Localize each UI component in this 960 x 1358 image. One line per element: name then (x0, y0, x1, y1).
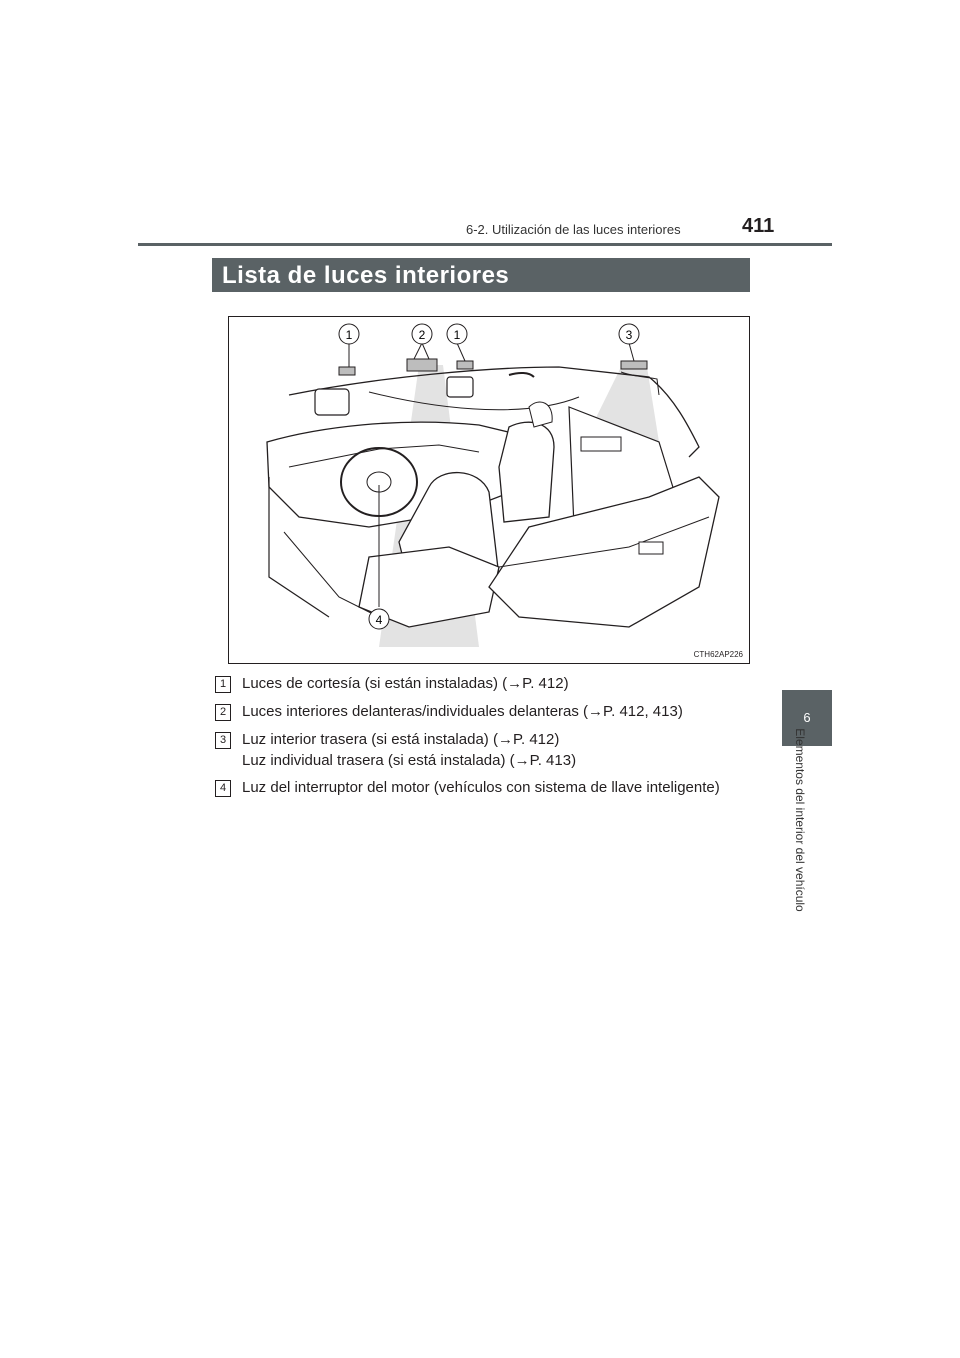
legend-text: Luces de cortesía (si están instaladas) (→P. 412) (242, 675, 569, 692)
car-interior-illustration (229, 317, 749, 663)
front-grab-handle (509, 373, 534, 377)
interior-lights-figure (228, 316, 750, 664)
legend-number-box: 3 (215, 732, 231, 749)
courtesy-light-left (339, 367, 355, 375)
callout-label-1a: 1 (345, 328, 353, 342)
chapter-tab (782, 690, 832, 746)
chapter-label: Elementos del interior del vehículo (793, 728, 807, 912)
callout-label-1b: 1 (453, 328, 461, 342)
header-rule (138, 243, 832, 246)
callout-label-2: 2 (418, 328, 426, 342)
legend-text: Luces interiores delanteras/individuales delanteras (→P. 412, 413) (242, 703, 683, 720)
running-header-section: 6-2. Utilización de las luces interiores (466, 222, 681, 237)
front-interior-light (407, 359, 437, 371)
page-number: 411 (742, 215, 775, 237)
leader-line-2b (422, 343, 429, 359)
figure-code: CTH62AP226 (693, 650, 743, 659)
legend-number-box: 4 (215, 780, 231, 797)
rear-armrest-cupholder (639, 542, 663, 554)
leader-line-3 (629, 343, 634, 361)
chapter-number: 6 (803, 710, 811, 725)
legend-number-box: 2 (215, 704, 231, 721)
right-sun-visor (447, 377, 473, 397)
door-handle (581, 437, 621, 451)
callout-label-3: 3 (625, 328, 633, 342)
legend-text: Luz del interruptor del motor (vehículos con sistema de llave inteligente) (242, 779, 720, 796)
legend-text-line-1: Luz interior trasera (si está instalada) (→P. 412) (242, 731, 560, 748)
legend-text-line-2: Luz individual trasera (si está instalada) (→P. 413) (242, 752, 577, 769)
courtesy-light-right (457, 361, 473, 369)
leader-line-2a (414, 343, 422, 359)
rear-interior-light (621, 361, 647, 369)
section-title-bar (212, 258, 750, 292)
legend-number-box: 1 (215, 676, 231, 693)
section-title: Lista de luces interiores (222, 262, 510, 289)
left-sun-visor (315, 389, 349, 415)
passenger-seat-back (499, 422, 554, 522)
leader-line-1b (457, 343, 465, 361)
callout-label-4: 4 (375, 613, 383, 627)
